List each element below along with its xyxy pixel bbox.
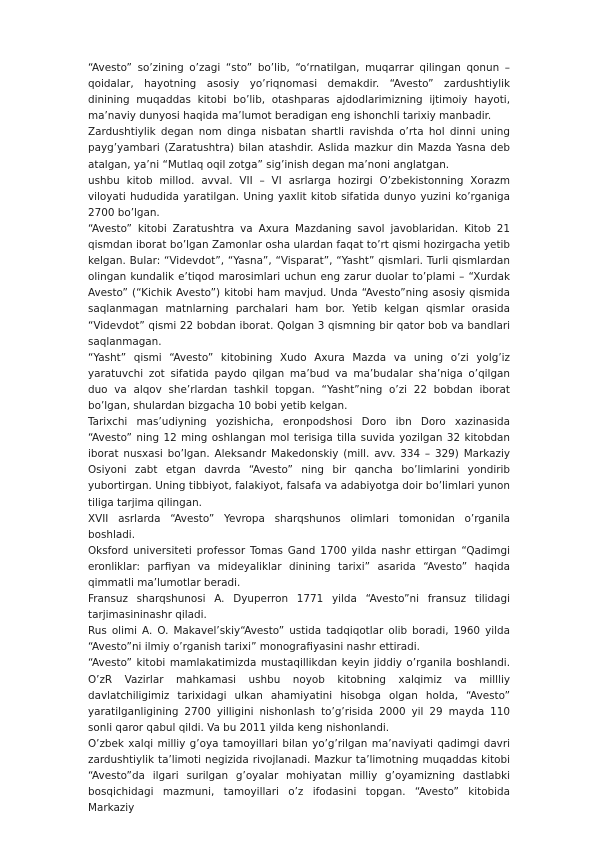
paragraph: “Avesto” kitobi mamlakatimizda mustaqillikdan keyin jiddiy o’rganila boshlandi. O’zR Vazirlar mahkamasi ushbu noyob kitobning xalqimiz va millliy davlatchiligimiz tarixidagi ulkan ahamiyatini hisobga olgan holda, “Avesto” yaratilganligining 2700 yilligini nishonlash to’g’risida 2000 yil 29 mayda 110 sonli qaror qabul qildi. Va bu 2011 yilda keng nishonlandi. — [88, 657, 510, 734]
paragraph: ushbu kitob millod. avval. VII – VI asrlarga hozirgi O’zbekistonning Xorazm viloyati hududida yaratilgan. Uning yaxlit kitob sifatida dunyo yuzini ko’rganiga 2700 bo’lgan. — [88, 174, 510, 219]
paragraph: “Avesto” so’zining o’zagi “sto” bo’lib, “o‘rnatilgan, muqarrar qilingan qonun – qoidalar, hayotning asosiy yo’riqnomasi demakdir. “Avesto” zardushtiylik dinining muqaddas kitobi bo’lib, otashparas ajdodlarimizning ijtimoiy hayoti, ma’naviy dunyosi haqida ma’lumot beradigan eng ishonchli tarixiy manbadir. — [88, 62, 510, 123]
paragraph: Zardushtiylik degan nom dinga nisbatan shartli ravishda o’rta hol dinni uning payg’yambari (Zaratushtra) bilan atashdir. Aslida mazkur din Mazda Yasna deb atalgan, ya’ni “Mutlaq oqil zotga” sig’inish degan ma’noni anglatgan. — [88, 126, 510, 171]
paragraph: “Avesto” kitobi Zaratushtra va Axura Mazdaning savol javoblaridan. Kitob 21 qismdan iborat bo’lgan Zamonlar osha ulardan faqat to’rt qismi hozirgacha yetib kelgan. Bular: “Videvdot”, “Yasna”, “Visparat”, “Yasht” qismlari. Turli qismlardan olingan kundalik e’tiqod marosimlari uchun eng zarur duolar to’plami – “Xurdak Avesto” (“Kichik Avesto”) kitobi ham mavjud. Unda “Avesto”ning asosiy qismida saqlanmagan matnlarning parchalari ham bor. Yetib kelgan qismlar orasida “Videvdot” qismi 22 bobdan iborat. Qolgan 3 qismning bir qator bob va bandlari saqlanmagan. — [88, 222, 510, 348]
paragraph: XVII asrlarda “Avesto” Yevropa sharqshunos olimlari tomonidan o’rganila boshladi. — [88, 512, 510, 541]
paragraph: Rus olimi A. O. Makavel’skiy“Avesto” ustida tadqiqotlar olib boradi, 1960 yilda “Avesto”ni ilmiy o’rganish tarixi” monografiyasini nashr ettiradi. — [88, 625, 510, 654]
paragraph: Oksford universiteti professor Tomas Gand 1700 yilda nashr ettirgan “Qadimgi eronliklar: parfiyan va mideyaliklar dinining tarixi” asarida “Avesto” haqida qimmatli ma’lumotlar beradi. — [88, 544, 510, 589]
document-body — [88, 60, 510, 816]
paragraph: Fransuz sharqshunosi A. Dyuperron 1771 yilda “Avesto”ni fransuz tilidagi tarjimasininashr qiladi. — [88, 593, 510, 622]
paragraph: O’zbek xalqi milliy g’oya tamoyillari bilan yo’g’rilgan ma’naviyati qadimgi davri zardushtiylik ta’limoti negizida rivojlanadi. Mazkur ta’limotning muqaddas kitobi “Avesto”da ilgari surilgan g’oyalar mohiyatan milliy g’oyamizning dastlabki bosqichidagi mazmuni, tamoyillari o’z ifodasini topgan. “Avesto” kitobida Markaziy — [88, 737, 510, 815]
paragraph: “Yasht” qismi “Avesto” kitobining Xudo Axura Mazda va uning o’zi yolg’iz yaratuvchi zot sifatida paydo qilgan ma’bud va ma’budalar sha’niga o’qilgan duo va alqov she’rlardan tashkil topgan. “Yasht”ning o’zi 22 bobdan iborat bo’lgan, shulardan bizgacha 10 bobi yetib kelgan. — [88, 351, 510, 412]
paragraph: Tarixchi mas’udiyning yozishicha, eronpodshosi Doro ibn Doro xazinasida “Avesto” ning 12 ming oshlangan mol terisiga tilla suvida yozilgan 32 kitobdan iborat nusxasi bo’lgan. Aleksandr Makedonskiy (mill. avv. 334 – 329) Markaziy Osiyoni zabt etgan davrda “Avesto” ning bir qancha bo’limlarini yondirib yubortirgan. Uning tibbiyot, falakiyot, falsafa va adabiyotga doir bo’limlari yunon tiliga tarjima qilingan. — [88, 416, 510, 509]
